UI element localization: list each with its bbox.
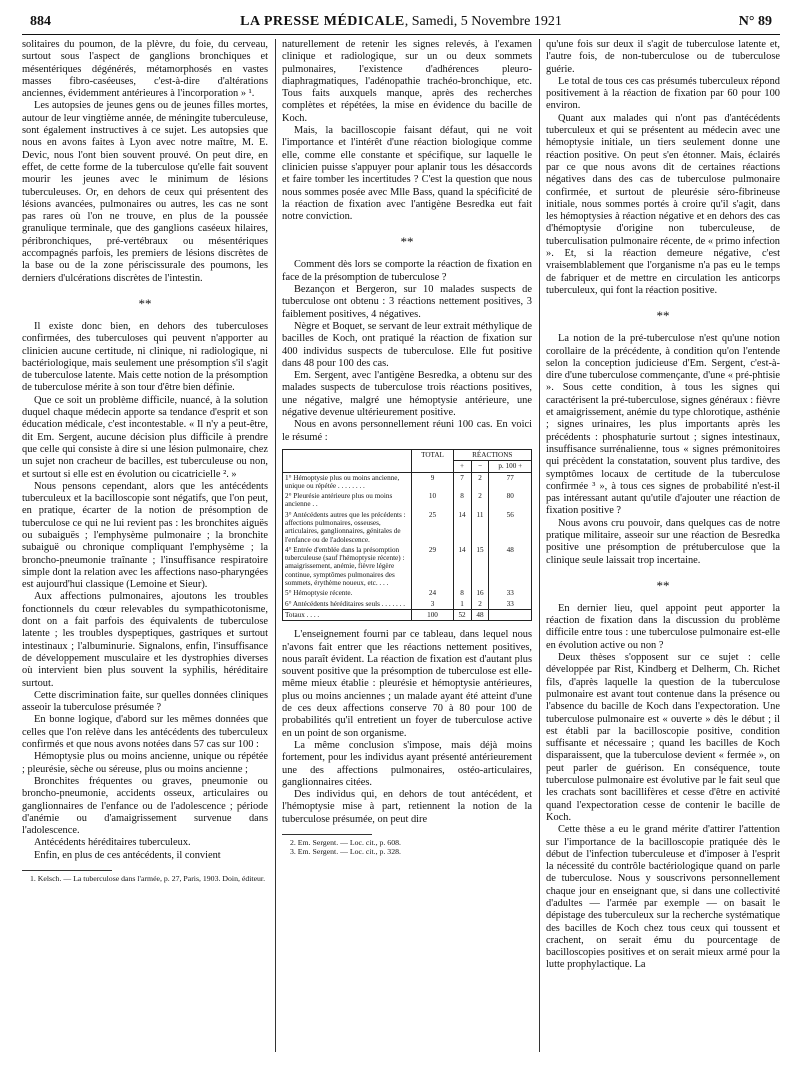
column-right [546,39,780,1070]
table-row [283,545,532,588]
row-total: 3 [412,599,453,610]
paragraph: En dernier lieu, quel appoint peut apporter la réaction de fixation dans la discussion du problème difficile entre tous : une tuberculose pulmonaire est-elle en évolution active ou non ? [546,602,780,651]
row-label: 3° Antécédents autres que les précédents : affections pulmonaires, osseuses, articulaires, ganglionnaires, génitales de l'enfance ou de l'adolescence. [285,510,406,544]
row-minus: 2 [471,491,489,510]
paragraph: Cette discrimination faite, sur quelles données cliniques asseoir la tuberculose présumée ? [22,689,268,714]
table-row [283,599,532,610]
paragraph: En bonne logique, d'abord sur les mêmes données que celles que l'on relève dans les antécédents des tuberculeux confirmés et que nous avons notées dans 57 cas sur 100 : [22,714,268,751]
row-plus: 7 [453,472,471,491]
row-minus: 11 [471,510,489,545]
table-total-row [283,609,532,620]
paragraph: La notion de la pré-tuberculose n'est qu'une notion corollaire de la précédente, à condition qu'on l'entende selon la conception judicieuse d'Em. Sergent, c'est-à-dire d'une tuberculose commençante, d'une « pré-phtisie ». Sous cette condition, à tous les signes qui caractérisent la pré-tuberculose, signes généraux : fièvre et amaigrissement, anémie du type chlorotique, asthénie ; signes urinaires, les plus importants après les précédents : phosphaturie surtout ; signes intestinaux, insuffisance surrénalienne, tous « signes prémonitoires qui précèdent la constatation, souvent plus tardive, des symptômes locaux de certitude de la tuberculose confirmée ³ », à tous ces signes de probabilité n'est-il pas intéressant autant qu'utile d'ajouter une réaction de fixation positive ? [546,333,780,517]
paragraph: Cette thèse a eu le grand mérite d'attirer l'attention sur l'importance de la bacilloscopie pratiquée dès le début de l'infection tuberculeuse et d'imposer à l'esprit la nécessité du contrôle bactériologique quand on parle de tuberculose. Nous y souscrivons personnellement chaque jour en enseignant que, si dans une collectivité d'adultes — l'armée par exemple — on basait le dépistage des tuberculeux sur la recherche systématique des bacilles de Koch chez tous ceux qui toussent et crachent, on serait ému du pourcentage de bacilloscopies positives et on serait mieux armé pour la lutte prophylactique. La [546,824,780,971]
row-label: 2° Pleurésie antérieure plus ou moins ancienne . . [285,492,393,509]
row-plus: 14 [453,510,471,545]
row-total: 29 [412,545,453,588]
row-plus: 14 [453,545,471,588]
row-label: 5° Hémoptysie récente. [285,589,353,598]
paragraph: Quant aux malades qui n'ont pas d'antécédents tuberculeux et qui se présentent au médecin avec une hémoptysie initiale, un tiers seulement donne une réaction positive. On peut s'en étonner. Mais, éclairés par ce que nous avons dit de certaines réactions négatives dans des cas de tuberculose pulmonaire confirmée, et surtout de pleurésie séro-fibrineuse initiale, nous sommes portés à croire qu'il s'agit, dans les hémoptysies à réaction négative et en dehors des cas d'hémoptysie d'origine non tuberculeuse, de tuberculisation pulmonaire récente, de « primo infection ». Et, si la réaction demeure négative, c'est vraisemblablement que l'organisme n'a pas eu le temps de fabriquer et de mettre en circulation les anticorps tuberculeux, qui font la réaction positive. [546,112,780,296]
paragraph: Em. Sergent, avec l'antigène Besredka, a obtenu sur des malades suspects de tuberculose trois réactions positives, une négative, malgré une hémoptysie antérieure, une négative devenue ultérieurement positive. [282,370,532,419]
column-left [22,39,268,1070]
row-total: 10 [412,491,453,510]
asterism-divider: ** [400,234,414,250]
table-row [283,491,532,510]
paragraph: Deux thèses s'opposent sur ce sujet : celle développée par Rist, Kindberg et Delherm, Ch. Richet fils, d'après laquelle la question de la tuberculose pulmonaire est avant tout contenue dans la présence ou l'absence du bacille de Koch dans l'expectoration. Une tuberculose pulmonaire est « ouverte » dès le début ; il est établi par la bacilloscopie positive, condition suffisante et nécessaire ; quand les bacilles de Koch disparaissent, que la tuberculose devient « fermée », on peut parler de guérison. En conséquence, toute tuberculose pulmonaire est évolutive par le fait seul que les crachats sont bacillifères et cesse d'être en activité quand l'expectoration cesse de contenir le bacille de Koch. [546,652,780,823]
total-plus: 52 [453,609,471,620]
row-total: 9 [412,472,453,491]
paragraph: Comment dès lors se comporte la réaction de fixation en face de la présomption de tuberculose ? [282,259,532,283]
page-number: 884 [30,14,51,29]
paragraph: Antécédents héréditaires tuberculeux. [34,837,191,849]
paragraph: La même conclusion s'impose, mais déjà moins fortement, pour les individus ayant présenté antérieurement une des affections pulmonaires, ostéo-articulaires, ganglionnaires citées. [282,739,532,788]
paragraph: Des individus qui, en dehors de tout antécédent, et l'hémoptysie mise à part, retiennent la notion de la tuberculose présumée, on peut dire [282,789,532,825]
asterism-divider: ** [656,577,670,593]
row-total: 25 [412,510,453,545]
row-plus: 8 [453,588,471,598]
column-rule [275,39,276,1052]
paragraph: Nous avons cru pouvoir, dans quelques cas de notre pratique militaire, asseoir sur une réaction de Besredka positive une présomption de prétuberculose que la clinique seule laissait trop incertaine. [546,517,780,566]
paragraph: L'enseignement fourni par ce tableau, dans lequel nous n'avons fait entrer que les réactions nettement positives, nous paraît évident. La réaction de fixation est d'autant plus souvent positive que la présomption de tuberculose est elle-même mieux établie : pleurésie et hémoptysie antérieures, plus ou moins anciennes ; un malade ayant été atteint d'une de ces deux affections conserve 70 à 80 pour 100 de probabilités qu'il entretient un foyer de tuberculose active en un point de son organisme. [282,629,532,739]
paragraph: solitaires du poumon, de la plèvre, du foie, du cerveau, surtout sous l'aspect de ganglions bronchiques et mésentériques dégénérés, métamorphosés en vastes masses fibro-caséeuses, c'est-à-dire d'altérations anciennes, évidemment antérieures à l'incorporation » ¹. [22,39,268,100]
footnote-rule [22,870,112,871]
paragraph: Bezançon et Bergeron, sur 10 malades suspects de tuberculose ont obtenu : 3 réactions nettement positives, 3 faiblement positives, 4 négatives. [282,284,532,320]
paragraph: Bronchites fréquentes ou graves, pneumonie ou broncho-pneumonie, accidents osseux, articulaires ou ganglionnaires de l'enfance ou de l'adolescence ; période d'anémie ou d'amaigrissement survenue dans l'adolescence. [22,775,268,837]
asterism-divider: ** [138,295,152,311]
row-percent: 33 [489,588,532,598]
row-minus: 15 [471,545,489,588]
footnote: 2. Em. Sergent. — Loc. cit., p. 608. [290,838,401,847]
row-minus: 16 [471,588,489,598]
row-label: 4° Entrée d'emblée dans la présomption tuberculeuse (sauf l'hémoptysie récente) : amaigrissement, anémie, fièvre légère continue, symptômes pulmonaires des sommets, érythème noueux, etc. . . . [285,545,405,588]
total-percent [489,609,532,620]
paragraph: Les autopsies de jeunes gens ou de jeunes filles mortes, autour de leur vingtième année, de méningite tuberculeuse, sont également instructives à ce sujet. Les autopsies que nous en avons faites à Lyon avec notre maître, M. E. Devic, nous l'ont bien souvent prouvé. On peut dire, en effet, de cette forme de la tuberculose qu'elle fait souvent mourir les jeunes avec le minimum de lésions tuberculeuses. Or, en dehors de ceux qui présentent des lésions avancées, pulmonaires ou autres, les cas ne sont pas rares où l'on ne trouve, en plus de la poussée granulique terminale, que des ganglions caséeux hilaires, péribronchiques, pré-vertébraux ou mésentériques accompagnés parfois, les premiers de lésions discrètes de la base ou de la zone périscissurale des poumons, les derniers d'ulcérations discrètes de l'intestin. [22,100,268,284]
table-header-percent: p. 100 + [489,461,532,472]
row-percent: 80 [489,491,532,510]
column-middle [282,39,532,1070]
row-percent: 77 [489,472,532,491]
table-row [283,472,532,491]
table-row [283,510,532,545]
paragraph: qu'une fois sur deux il s'agit de tuberculose latente et, l'autre fois, de non-tuberculose ou de tuberculose guérie. [546,39,780,75]
paragraph: Nous en avons personnellement réuni 100 cas. En voici le résumé : [282,419,532,443]
row-percent: 48 [489,545,532,588]
paragraph: Mais, la bacilloscopie faisant défaut, qui ne voit l'importance et l'intérêt d'une réaction biologique comme elle, comme elle constante et spécifique, sur laquelle le clinicien puisse s'appuyer pour aplanir tous les désaccords et faire tomber les incertitudes ? C'est la question que nous nous sommes posée avec Mlle Bass, quand la spécificité de la réaction de fixation avec l'antigène Besredka eut fait notre conviction. [282,125,532,223]
page-header [22,14,780,35]
footnote: 1. Kelsch. — La tuberculose dans l'armée, p. 27, Paris, 1903. Doin, éditeur. [30,874,266,883]
table-row [283,588,532,598]
paragraph: naturellement de retenir les signes relevés, à l'examen clinique et radiologique, sur un ou deux sommets pulmonaires, l'existence d'adhérences pleuro-diaphragmatiques, l'adénopathie trachéo-bronchique, etc. Tous faits auxquels manque, après des recherches complètes et répétées, la mise en évidence du bacille de Koch. [282,39,532,124]
row-label: 6° Antécédents héréditaires seuls . . . . . . . [285,599,406,608]
table-header-plus: + [453,461,471,472]
article-columns [22,39,780,1070]
column-rule [539,39,540,1052]
row-label: 1° Hémoptysie plus ou moins ancienne, unique ou répétée . . . . . . . . [285,473,400,490]
issue-date: , Samedi, 5 Novembre 1921 [404,14,562,29]
row-total: 24 [412,588,453,598]
total-minus: 48 [471,609,489,620]
row-percent: 33 [489,599,532,610]
footnote: 3. Em. Sergent. — Loc. cit., p. 328. [290,847,401,856]
row-minus: 2 [471,599,489,610]
paragraph: Enfin, en plus de ces antécédents, il convient [34,849,221,861]
issue-number: N° 89 [738,14,772,29]
paragraph: Aux affections pulmonaires, ajoutons les troubles fonctionnels du cœur relevables du sympathicotonisme, dont on a fait parfois des équivalents de tuberculose latente ; les troubles dyspeptiques, gastriques et surtout intestinaux ; l'albuminurie. Signalons, enfin, l'insuffisance de développement musculaire et les dystrophies diverses où intervient bien plus souvent la syphilis, héréditaire surtout. [22,591,268,689]
footnote-rule [282,834,372,835]
journal-title-line [22,14,780,30]
row-plus: 8 [453,491,471,510]
paragraph: Hémoptysie plus ou moins ancienne, unique ou répétée ; pleurésie, sèche ou séreuse, plus ou moins ancienne ; [22,751,268,775]
total-label: Totaux . . . . [283,609,412,620]
row-plus: 1 [453,599,471,610]
paragraph: Le total de tous ces cas présumés tuberculeux répond positivement à la réaction de fixation par 60 pour 100 environ. [546,75,780,112]
total-total: 100 [412,609,453,620]
row-percent: 56 [489,510,532,545]
table-header-minus: − [471,461,489,472]
paragraph: Nègre et Boquet, se servant de leur extrait méthylique de bacilles de Koch, ont pratiqué la réaction de fixation sur 400 individus suspects de tuberculose. Elle fut positive dans 48 pour 100 des cas. [282,320,532,369]
paragraph: Il existe donc bien, en dehors des tuberculoses confirmées, des tuberculoses qui peuvent n'apporter au clinicien aucune certitude, ni clinique, ni radiologique, ni bactériologique, mais seulement une présomption s'il s'agit de tuberculose latente. Mais cette notion de la présomption de tuberculose mérite à son tour d'être bien définie. [22,320,268,394]
results-table [282,449,532,621]
row-minus: 2 [471,472,489,491]
asterism-divider: ** [656,308,670,324]
table-header-total: TOTAL [412,449,453,472]
paragraph: Que ce soit un problème difficile, nuancé, à la solution duquel chaque médecin apporte sa tendance d'esprit et son éducation médicale, c'est incontestable. « Il n'y a peut-être, dit Em. Sergent, aucune décision plus difficile à prendre que celle qui consiste à dire si une lésion pulmonaire, chez un sujet non cracheur de bacilles, est tuberculeuse ou non, et surtout si elle est en évolution ou cicatricielle ². » [22,394,268,480]
paragraph: Nous pensons cependant, alors que les antécédents tuberculeux et la bacilloscopie sont négatifs, que l'on peut, en pratique, écarter de la notion de présomption de tuberculose ce qui ne lui revient pas : les bronchites aiguës ou subaiguës ; l'emphysème pulmonaire ; la bronchite subaiguë ou chronique compliquant l'emphysème ; la broncho-pneumonie traînante ; l'insuffisance respiratoire simple dont la relation avec les affections naso-pharyngées est aujourd'hui classique (Lemoine et Sieur). [22,480,268,591]
newspaper-page [22,14,780,1070]
journal-title: LA PRESSE MÉDICALE [240,14,405,29]
table-header-blank [283,449,412,472]
table-header-reactions: RÉACTIONS [453,449,531,460]
